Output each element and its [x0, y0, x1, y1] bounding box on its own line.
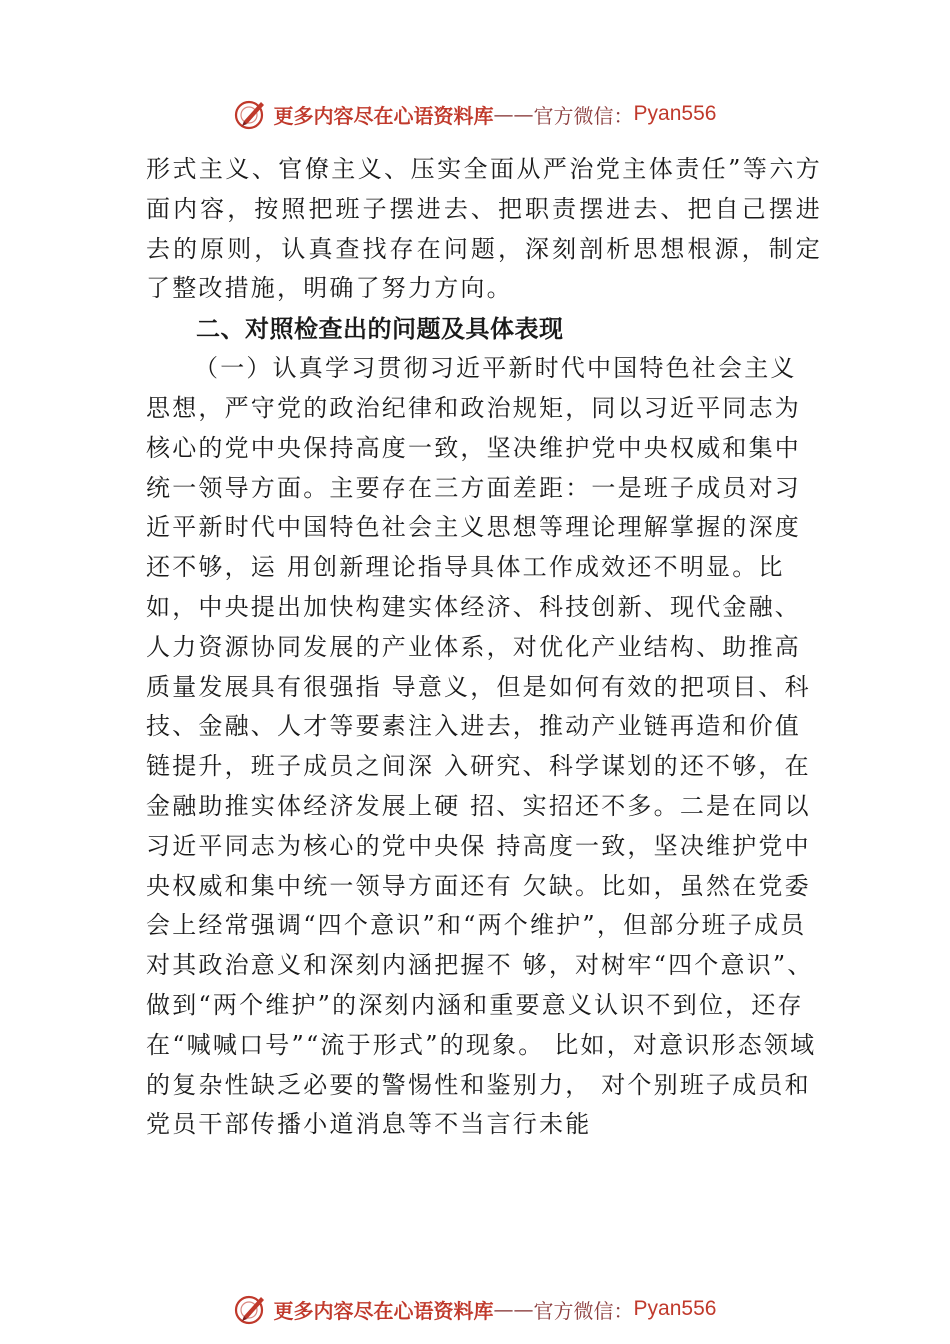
watermark-dash: —— [493, 1297, 534, 1321]
watermark-brand-text: 更多内容尽在心语资料库 [273, 1298, 494, 1323]
pen-seal-icon [234, 97, 268, 131]
header-watermark [0, 94, 950, 134]
paragraph-section-1: （一）认真学习贯彻习近平新时代中国特色社会主义思想，严守党的政治纪律和政治规矩，同以习近平同志为核心的党中央保持高度一致，坚决维护党中央权威和集中统一领导方面。主要存在三方面差距：一是班子成员对习近平新时代中国特色社会主义思想等理论理解掌握的深度还不够，运 用创新理论指导具体工作成效还不明显。比如，中央提出加快构建实体经济、科技创新、现代金融、人力资源协同发展的产业体系，对优化产业结构、助推高质量发展具有很强指 导意义，但是如何有效的把项目、科技、金融、人才等要素注入进去，推动产业链再造和价值链提升，班子成员之间深 入研究、科学谋划的还不够，在金融助推实体经济发展上硬 招、实招还不多。二是在同以习近平同志为核心的党中央保 持高度一致，坚决维护党中央权威和集中统一领导方面还有 欠缺。比如，虽然在党委会上经常强调“四个意识”和“两个维护”，但部分班子成员对其政治意义和深刻内涵把握不 够，对树牢“四个意识”、做到“两个维护”的深刻内涵和重要意义认识不到位，还存在“喊喊口号”“流于形式”的现象。 比如，对意识形态领域的复杂性缺乏必要的警惕性和鉴别力， 对个别班子成员和党员干部传播小道消息等不当言行未能 [146, 354, 817, 1139]
footer-watermark [0, 1289, 950, 1329]
watermark-wechat-id: Pyan556 [633, 102, 717, 125]
watermark-dash: —— [493, 102, 534, 126]
pen-seal-icon [234, 1292, 268, 1326]
watermark-label: 官方微信： [533, 1298, 634, 1323]
paragraph-continuation: 形式主义、官僚主义、压实全面从严治党主体责任”等六方面内容，按照把班子摆进去、把职责摆进去、把自己摆进去的原则，认真查找存在问题，深刻剖析思想根源，制定了整改措施，明确了努力方向。 [146, 155, 822, 303]
watermark-label: 官方微信： [533, 103, 634, 128]
document-body [146, 150, 822, 1145]
watermark-brand-text: 更多内容尽在心语资料库 [273, 103, 494, 128]
section-heading: 二、对照检查出的问题及具体表现 [196, 315, 564, 344]
watermark-wechat-id: Pyan556 [633, 1297, 717, 1320]
